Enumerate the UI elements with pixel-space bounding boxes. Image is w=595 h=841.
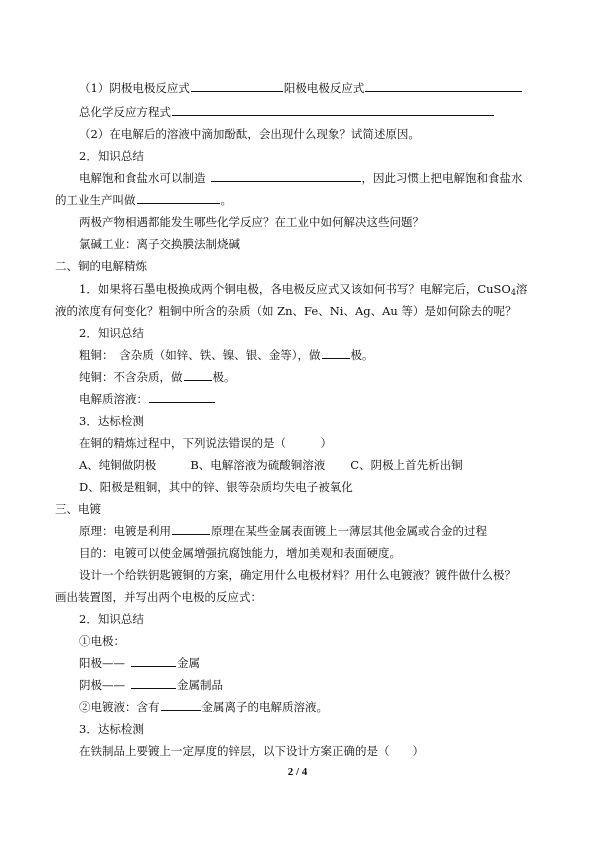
total-equation-line [79, 104, 495, 120]
zinc-plating-text: 在铁制品上要镀上一定厚度的锌层，以下设计方案正确的是（ ） [79, 744, 424, 758]
brine-line [79, 170, 523, 186]
anode-equation-blank[interactable] [365, 80, 522, 92]
question-2-line [79, 126, 420, 142]
question-1-line [79, 80, 523, 96]
industry-text-a: 的工业生产叫做 [55, 193, 136, 207]
crude-copper-line [79, 347, 374, 363]
principle-text-a: 原理：电镀是利用 [79, 524, 171, 538]
electrolyte-line [79, 391, 216, 407]
industry-line [55, 192, 232, 208]
principle-blank[interactable] [172, 523, 210, 535]
copper-question-line-2 [55, 303, 516, 319]
knowledge-summary-heading: 2．知识总结 [79, 149, 144, 163]
anode-metal-blank[interactable] [131, 655, 176, 667]
zinc-plating-question [79, 743, 424, 759]
option-c[interactable]: C、阴极上首先析出铜 [350, 458, 463, 472]
check-heading: 3．达标检测 [79, 414, 144, 428]
section-heading [79, 413, 144, 429]
copper-question-text-c: 液的浓度有何变化？粗铜中所含的杂质（如 Zn、Fe、Ni、Ag、Au 等）是如何除去的呢？ [55, 304, 517, 318]
copper-check-text: 在铜的精炼过程中，下列说法错误的是（ ） [79, 436, 332, 450]
section-heading [79, 325, 144, 341]
purpose-line [79, 545, 401, 561]
total-equation-blank[interactable] [172, 104, 494, 116]
cathode-label: （1）阴极电极反应式 [79, 81, 190, 95]
electrode-heading-line [79, 633, 125, 649]
pure-copper-suffix: 极。 [212, 370, 236, 384]
knowledge-summary-heading: 2．知识总结 [79, 326, 144, 340]
reaction-question-text: 两极产物相遇都能发生哪些化学反应？在工业中如何解决这些问题？ [79, 215, 424, 229]
section-heading [79, 611, 144, 627]
brine-text-a: 电解饱和食盐水可以制造 [79, 171, 206, 185]
option-d[interactable]: D、阳极是粗铜，其中的锌、银等杂质均失电子被氧化 [79, 480, 353, 494]
crude-copper-electrode-blank[interactable] [322, 347, 350, 359]
plating-solution-suffix: 金属离子的电解质溶液。 [201, 700, 328, 714]
electrode-heading: ①电极： [79, 634, 125, 648]
copper-options-line [79, 457, 463, 473]
section-heading [79, 148, 144, 164]
total-equation-label: 总化学反应方程式 [79, 105, 171, 119]
electrolyte-blank[interactable] [149, 391, 215, 403]
industry-text-b: 。 [220, 193, 232, 207]
purpose-text: 目的：电镀可以使金属增强抗腐蚀能力，增加美观和表面硬度。 [79, 546, 401, 560]
electrolyte-text: 电解质溶液： [79, 392, 148, 406]
question-2-text: （2）在电解后的溶液中滴加酚酞，会出现什么现象？试简述原因。 [79, 127, 420, 141]
design-question-text: 设计一个给铁钥匙镀铜的方案，确定用什么电极材料？用什么电镀液？镀件做什么极？ [79, 568, 516, 582]
copper-refining-heading: 二、铜的电解精炼 [55, 259, 147, 273]
cathode-line [79, 677, 223, 693]
industry-name-blank[interactable] [137, 192, 220, 204]
principle-line [79, 523, 487, 539]
anode-text: 阳极—— [79, 656, 125, 670]
crude-copper-text: 粗铜： 含杂质（如锌、铁、镍、银、金等），做 [79, 348, 321, 362]
plating-metal-blank[interactable] [161, 699, 201, 711]
chlor-alkali-text: 氯碱工业：离子交换膜法制烧碱 [79, 237, 240, 251]
design-question-text-b: 画出装置图，并写出两个电极的反应式： [55, 590, 262, 604]
cathode-text: 阴极—— [79, 678, 125, 692]
anode-suffix: 金属 [177, 656, 200, 670]
anode-label: 阳极电极反应式 [283, 81, 365, 95]
cathode-metal-blank[interactable] [131, 677, 176, 689]
principle-text-b: 原理在某些金属表面镀上一薄层其他金属或合金的过程 [211, 524, 487, 538]
copper-question-line [79, 281, 527, 297]
chlor-alkali-line [79, 236, 240, 252]
pure-copper-line [79, 369, 236, 385]
option-b[interactable]: B、电解溶液为硫酸铜溶液 [190, 458, 326, 472]
section-heading [55, 501, 101, 517]
option-a[interactable]: A、纯铜做阴极 [79, 458, 157, 472]
anode-line [79, 655, 200, 671]
copper-check-question [79, 435, 332, 451]
copper-question-text-a: 1．如果将石墨电极换成两个铜电极，各电极反应式又该如何书写？电解完后，CuSO [79, 282, 511, 296]
knowledge-summary-heading: 2．知识总结 [79, 612, 144, 626]
plating-solution-line [79, 699, 328, 715]
reaction-question-line [79, 214, 424, 230]
design-question-line-2 [55, 589, 262, 605]
plating-solution-text: ②电镀液：含有 [79, 700, 160, 714]
check-heading: 3．达标检测 [79, 722, 144, 736]
brine-text-b: ，因此习惯上把电解饱和食盐水 [361, 171, 523, 185]
copper-question-text-b: 溶 [515, 282, 528, 296]
pure-copper-electrode-blank[interactable] [184, 369, 212, 381]
cathode-suffix: 金属制品 [177, 678, 223, 692]
page-number: 2 / 4 [287, 766, 308, 778]
electroplating-heading: 三、电镀 [55, 502, 101, 516]
design-question-line [79, 567, 516, 583]
section-heading [55, 258, 147, 274]
subscript-4: 4 [510, 288, 516, 297]
brine-product-blank[interactable] [211, 170, 361, 182]
copper-option-d-line [79, 479, 353, 495]
pure-copper-text: 纯铜：不含杂质，做 [79, 370, 183, 384]
crude-copper-suffix: 极。 [350, 348, 374, 362]
cathode-equation-blank[interactable] [191, 80, 283, 92]
section-heading [79, 721, 144, 737]
